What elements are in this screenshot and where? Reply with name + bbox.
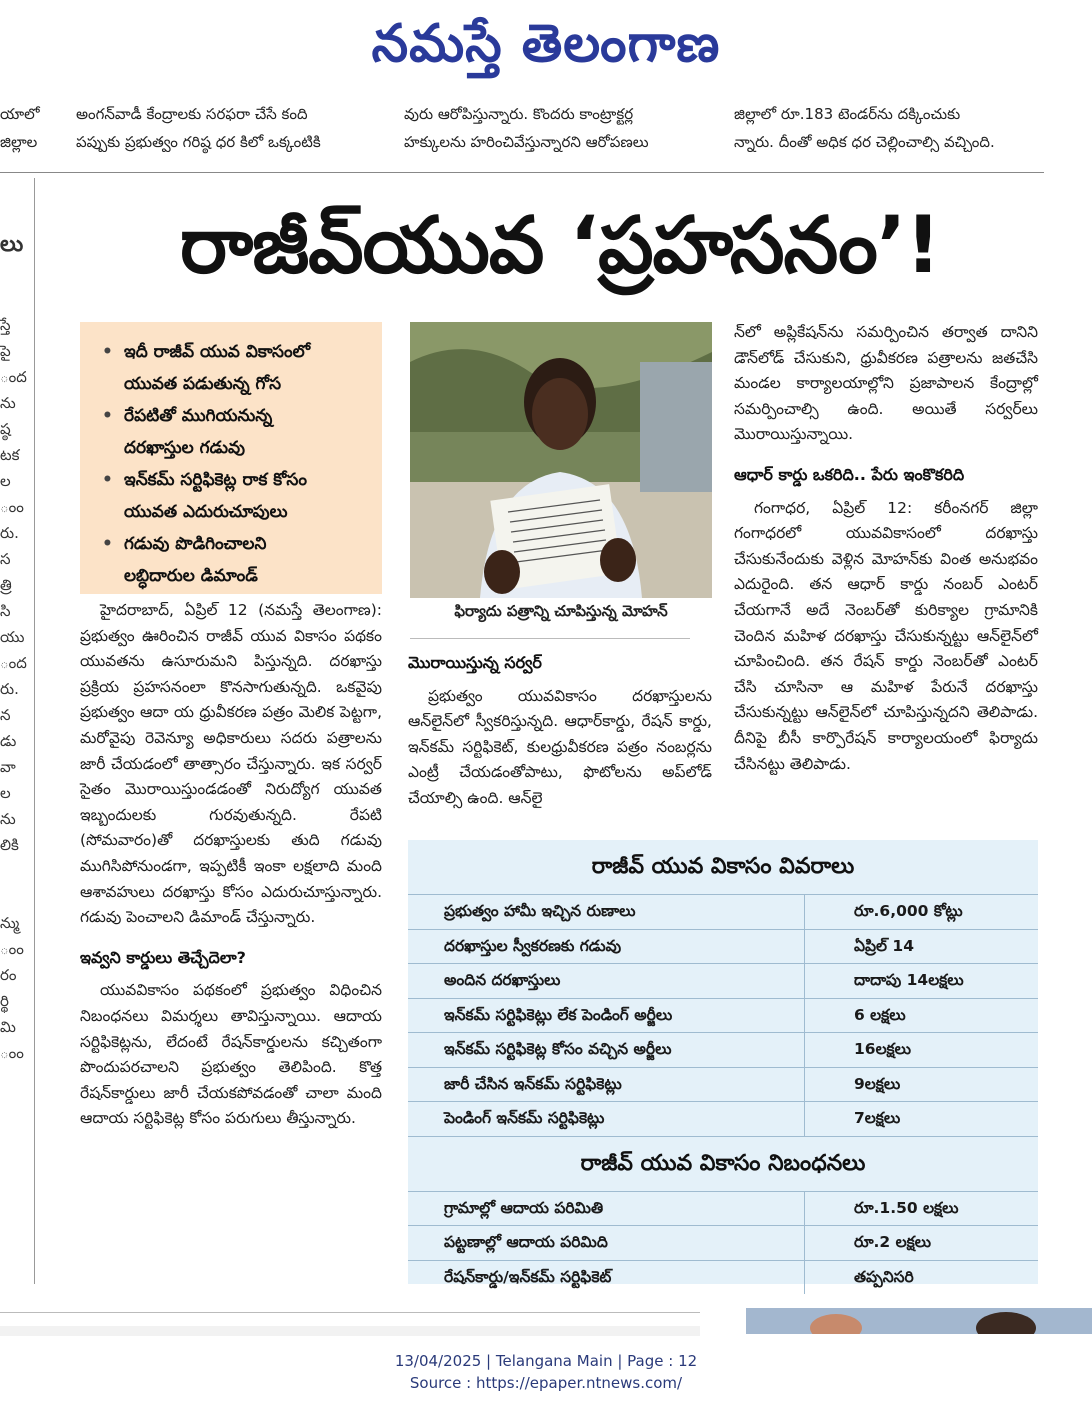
table-cell-divider bbox=[804, 1226, 805, 1260]
highlight-line: • రేపటితో ముగియనున్న bbox=[124, 406, 273, 426]
cut-text-line: మి bbox=[0, 1018, 16, 1036]
cut-text-line: ర్థి bbox=[0, 992, 9, 1010]
table-row bbox=[408, 1101, 1038, 1136]
table-cell-divider bbox=[804, 930, 805, 964]
top-line: జిల్లాల bbox=[0, 133, 38, 151]
cut-text-line: స్తే bbox=[0, 316, 11, 334]
cut-text-line: ను bbox=[0, 810, 16, 828]
table-cell-divider bbox=[804, 1068, 805, 1102]
table-row bbox=[408, 998, 1038, 1033]
cut-text-line: న bbox=[0, 706, 11, 724]
paragraph: యువవికాసం పథకంలో ప్రభుత్వం విధించిన నిబంధనలు విమర్శలు తావిస్తున్నాయి. ఆదాయ సర్టిఫికెట్లను, లేదంటే రేషన్‌కార్డులను కచ్చితంగా పొందుపరచాలని ప్రభుత్వం తెలిపింది. కొత్త రేషన్‌కార్డులు జారీ చేయకపోవడంతో చాలా మంది ఆదాయ సర్టిఫికెట్ల కోసం పరుగులు తీస్తున్నారు. bbox=[80, 981, 382, 1128]
subheading: ఆధార్ కార్డు ఒకరిది.. పేరు ఇంకొకరిది bbox=[734, 464, 965, 484]
masthead-logo: నమస్తే తెలంగాణ bbox=[371, 14, 721, 74]
cut-text-line: రు. bbox=[0, 524, 19, 542]
table-cell-divider bbox=[804, 1033, 805, 1067]
table-cell-label: జారీ చేసిన ఇన్‌కమ్ సర్టిఫికెట్లు bbox=[444, 1074, 622, 1093]
table-row bbox=[408, 1067, 1038, 1102]
highlight-line: దరఖాస్తుల గడువు bbox=[124, 438, 245, 458]
cut-text-line: స bbox=[0, 550, 11, 568]
paragraph: గంగాధర, ఏప్రిల్ 12: కరీంనగర్ జిల్లా గంగాధరలో యువవికాసంలో దరఖాస్తు చేసుకునేందుకు వెళ్లిన మోహన్‌కు వింత అనుభవం ఎదురైంది. తన ఆధార్ కార్డు నంబర్ ఎంటర్ చేయగానే అదే నెంబర్‌తో కురిక్యాల గ్రామానికి చెందిన మహిళ దరఖాస్తు చేసుకున్నట్టు ఆన్‌లైన్‌లో చూపించింది. తన రేషన్ కార్డు నెంబర్‌తో ఎంటర్ చేసి చూసినా ఆ మహిళ పేరునే దరఖాస్తు చేసుకున్నట్టు ఆన్‌లైన్‌లో చూపిస్తున్నదని తెలిపాడు. దీనిపై బీసీ కార్పొరేషన్ కార్యాలయంలో ఫిర్యాదు చేసినట్టు తెలిపాడు. bbox=[734, 498, 1038, 773]
top-line: అంగన్‌వాడీ కేంద్రాలకు సరఫరా చేసే కంది bbox=[76, 105, 308, 123]
top-strip-col2 bbox=[404, 100, 712, 156]
table-row bbox=[408, 894, 1038, 929]
article-column-1 bbox=[80, 598, 382, 1132]
table-cell-label: అందిన దరఖాస్తులు bbox=[444, 971, 561, 989]
table-row bbox=[408, 963, 1038, 998]
table-cell-value: 16లక్షలు bbox=[854, 1040, 912, 1058]
info-table bbox=[408, 840, 1038, 1284]
cut-text-line: రు. bbox=[0, 680, 19, 698]
highlights-box bbox=[80, 322, 382, 594]
table-cell-label: రేషన్‌కార్డు/ఇన్‌కమ్ సర్టిఫికెట్ bbox=[444, 1267, 612, 1286]
subheading: మొరాయిస్తున్న సర్వర్ bbox=[408, 653, 542, 672]
highlight-line: • ఇన్‌కమ్ సర్టిఫికెట్ల రాక కోసం bbox=[124, 470, 307, 490]
highlight-line: యువత ఎదురుచూపులు bbox=[124, 502, 288, 522]
photo-mohan bbox=[410, 322, 712, 598]
cut-text-line: ంం bbox=[0, 940, 24, 958]
table-cell-value: రూ.6,000 కోట్లు bbox=[854, 902, 963, 920]
table-cell-label: ప్రభుత్వం హామీ ఇచ్చిన రుణాలు bbox=[444, 902, 636, 920]
table-cell-value: ఏప్రిల్ 14 bbox=[854, 936, 914, 955]
table-cell-value: తప్పనిసరి bbox=[854, 1267, 914, 1286]
cut-text-line: సి bbox=[0, 602, 11, 620]
cut-text-line: ష్ఠ bbox=[0, 420, 11, 438]
cut-text-line: ల bbox=[0, 472, 11, 490]
cut-text-line: ంం bbox=[0, 1044, 24, 1062]
table-cell-divider bbox=[804, 1192, 805, 1226]
cut-text-line: ల bbox=[0, 784, 11, 802]
table-cell-divider bbox=[804, 999, 805, 1033]
cut-text-line: డు bbox=[0, 732, 17, 750]
next-story-photo bbox=[746, 1308, 1092, 1334]
top-strip-col1 bbox=[76, 100, 382, 156]
article-column-2 bbox=[408, 650, 712, 812]
highlight-item bbox=[102, 336, 372, 400]
cut-text-line: ంం bbox=[0, 498, 24, 516]
table-cell-label: గ్రామాల్లో ఆదాయ పరిమితి bbox=[444, 1198, 604, 1217]
table-cell-value: 6 లక్షలు bbox=[854, 1005, 906, 1024]
cut-text-line: పై bbox=[0, 342, 11, 360]
table-title: రాజీవ్ యువ వికాసం వివరాలు bbox=[591, 854, 855, 879]
highlight-item bbox=[102, 528, 372, 592]
cut-text-line bbox=[0, 884, 32, 910]
table-row bbox=[408, 929, 1038, 964]
photo-caption: ఫిర్యాదు పత్రాన్ని చూపిస్తున్న మోహన్ bbox=[454, 602, 668, 620]
table-title: రాజీవ్ యువ వికాసం నిబంధనలు bbox=[408, 1136, 1038, 1191]
cut-text-line: ంద bbox=[0, 368, 27, 386]
cut-text-line: ంద bbox=[0, 654, 27, 672]
table-cell-divider bbox=[804, 1102, 805, 1136]
divider bbox=[410, 638, 690, 639]
highlight-line: • ఇదీ రాజీవ్ యువ వికాసంలో bbox=[124, 342, 311, 362]
footer-date-line: 13/04/2025 | Telangana Main | Page : 12 bbox=[394, 1352, 698, 1370]
article-column-3 bbox=[734, 320, 1038, 777]
table-cell-label: పట్టణాల్లో ఆదాయ పరిమిది bbox=[444, 1233, 608, 1251]
next-story-strip bbox=[0, 1326, 700, 1336]
cut-text-line bbox=[0, 858, 32, 884]
column-divider bbox=[34, 178, 35, 1284]
cut-text-line: యు bbox=[0, 628, 25, 646]
paragraph: న్‌లో అప్లికేషన్‌ను సమర్పించిన తర్వాత దానిని డౌన్‌లోడ్ చేసుకుని, ధ్రువీకరణ పత్రాలను జతచేసి మండల కార్యాలయాల్లోని ప్రజాపాలన కేంద్రాల్లో సమర్పించాల్సి ఉంది. అయితే సర్వర్‌లు మొరాయిస్తున్నాయి. bbox=[734, 323, 1038, 444]
cut-text-line: టక bbox=[0, 446, 20, 464]
table-cell-value: 7లక్షలు bbox=[854, 1109, 901, 1127]
cut-text-line: లికి bbox=[0, 836, 19, 854]
top-line: యాలో bbox=[0, 105, 40, 123]
table-cell-label: ఇన్‌కమ్ సర్టిఫికెట్లు లేక పెండింగ్ అర్జీలు bbox=[444, 1005, 673, 1024]
top-strip-col0 bbox=[0, 100, 56, 156]
table-row bbox=[408, 1260, 1038, 1295]
top-line: వురు ఆరోపిస్తున్నారు. కొందరు కాంట్రాక్టర్ల bbox=[404, 105, 634, 123]
top-line: జిల్లాలో రూ.183 టెండర్‌ను దక్కించుకు bbox=[734, 105, 961, 123]
table-cell-label: పెండింగ్ ఇన్‌కమ్ సర్టిఫికెట్లు bbox=[444, 1109, 605, 1127]
cut-text-line: న్ము bbox=[0, 914, 20, 932]
paragraph: హైదరాబాద్, ఏప్రిల్ 12 (నమస్తే తెలంగాణ): ప్రభుత్వం ఊరించిన రాజీవ్ యువ వికాసం పథకం యువతను ఉసూరుమని పిస్తున్నది. దరఖాస్తు ప్రక్రియ ప్రహసనంలా కొనసాగుతున్నది. ఒకవైపు ప్రభుత్వం ఆదా య ధ్రువీకరణ పత్రం మెలిక పెట్టగా, మరోవైపు రెవెన్యూ అధికారులు సదరు పత్రాలను జారీ చేయడంలో తాత్సారం చేస్తున్నారు. ఇక సర్వర్ సైతం మొరాయిస్తుండడంతో నిరుద్యోగ యువత ఇబ్బందులకు గురవుతున్నది. రేపటి (సోమవారం)తో దరఖాస్తులకు తుది గడువు ముగిసిపోనుండగా, ఇప్పటికీ ఇంకా లక్షలాది మంది ఆశావహులు దరఖాస్తు కోసం ఎదురుచూస్తున్నారు. గడువు పెంచాలని డిమాండ్ చేస్తున్నారు. bbox=[80, 601, 382, 927]
table-cell-value: దాదాపు 14లక్షలు bbox=[854, 971, 964, 989]
footer bbox=[0, 1350, 1092, 1394]
table-cell-value: రూ.1.50 లక్షలు bbox=[854, 1198, 959, 1217]
highlight-item bbox=[102, 464, 372, 528]
paragraph: ప్రభుత్వం యువవికాసం దరఖాస్తులను ఆన్‌లైన్‌లో స్వీకరిస్తున్నది. ఆధార్‌కార్డు, రేషన్ కార్డు, ఇన్‌కమ్ సర్టిఫికెట్, కులధ్రువీకరణ పత్రం నంబర్లను ఎంట్రీ చేయడంతోపాటు, ఫొటోలను అప్‌లోడ్ చేయాల్సి ఉంది. ఆన్‌లై bbox=[408, 686, 712, 807]
headline: రాజీవ్‌యువ ‘ప్రహసనం’! bbox=[180, 201, 940, 291]
table-row bbox=[408, 1191, 1038, 1226]
cut-text-line: రం bbox=[0, 966, 17, 984]
table-cell-label: ఇన్‌కమ్ సర్టిఫికెట్ల కోసం వచ్చిన అర్జీలు bbox=[444, 1040, 672, 1058]
highlight-line: • గడువు పొడిగించాలని bbox=[124, 534, 267, 554]
cut-text-line: వా bbox=[0, 758, 16, 776]
table-cell-value: రూ.2 లక్షలు bbox=[854, 1233, 932, 1251]
cut-text-line: లు bbox=[0, 232, 24, 257]
left-cut-column bbox=[0, 232, 32, 1066]
table-cell-divider bbox=[804, 964, 805, 998]
top-line: న్నారు. దీంతో అధిక ధర చెల్లించాల్సి వచ్చింది. bbox=[734, 133, 995, 151]
cut-text-line: ను bbox=[0, 394, 16, 412]
table-cell-value: 9లక్షలు bbox=[854, 1074, 901, 1093]
top-line: హక్కులను హరించివేస్తున్నారని ఆరోపణలు bbox=[404, 133, 649, 151]
subheading: ఇవ్వని కార్డులు తెచ్చేదెలా? bbox=[80, 947, 246, 967]
highlight-line: యువత పడుతున్న గోస bbox=[124, 374, 281, 394]
cut-text-line: త్రి bbox=[0, 576, 12, 594]
table-cell-label: దరఖాస్తుల స్వీకరణకు గడువు bbox=[444, 936, 622, 955]
highlight-line: లబ్ధిదారుల డిమాండ్ bbox=[124, 566, 258, 586]
highlight-item bbox=[102, 400, 372, 464]
table-cell-divider bbox=[804, 895, 805, 929]
divider bbox=[0, 172, 1044, 173]
table-cell-divider bbox=[804, 1261, 805, 1295]
divider bbox=[0, 1312, 700, 1313]
top-strip-col3 bbox=[734, 100, 1044, 156]
table-row bbox=[408, 1225, 1038, 1260]
top-line: పప్పుకు ప్రభుత్వం గరిష్ఠ ధర కిలో ఒక్కంటికి bbox=[76, 133, 321, 151]
table-row bbox=[408, 1032, 1038, 1067]
footer-source-line: Source : https://epaper.ntnews.com/ bbox=[409, 1374, 683, 1392]
